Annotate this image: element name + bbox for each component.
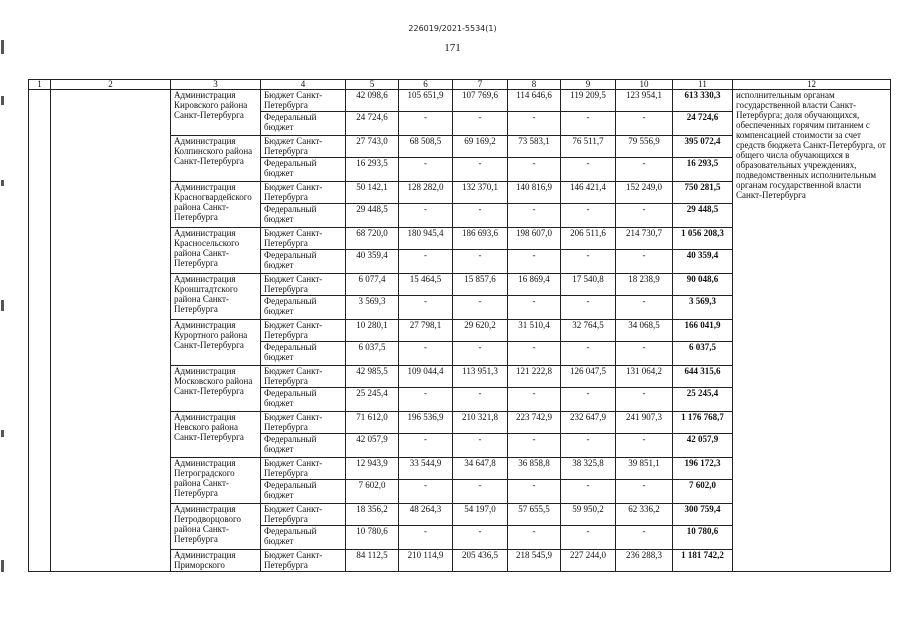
year-value: - bbox=[453, 342, 508, 366]
year-value: 27 743,0 bbox=[346, 136, 399, 158]
total-value: 613 330,3 bbox=[673, 90, 733, 112]
year-value: - bbox=[616, 250, 673, 274]
year-value: - bbox=[508, 388, 561, 412]
year-value: - bbox=[399, 112, 453, 136]
year-value: 241 907,3 bbox=[616, 412, 673, 434]
year-value: - bbox=[561, 342, 616, 366]
year-value: - bbox=[508, 296, 561, 320]
year-value: 227 244,0 bbox=[561, 550, 616, 572]
year-value: 152 249,0 bbox=[616, 182, 673, 204]
year-value: 18 356,2 bbox=[346, 504, 399, 526]
year-value: - bbox=[508, 480, 561, 504]
organization-name: Администрация Колпинского района Санкт-Петербурга bbox=[171, 136, 261, 182]
budget-table bbox=[28, 79, 891, 572]
year-value: - bbox=[508, 204, 561, 228]
funding-source: Бюджет Санкт-Петербурга bbox=[261, 412, 346, 434]
year-value: 10 280,1 bbox=[346, 320, 399, 342]
year-value: 6 037,5 bbox=[346, 342, 399, 366]
year-value: 16 293,5 bbox=[346, 158, 399, 182]
year-value: 3 569,3 bbox=[346, 296, 399, 320]
year-value: 69 169,2 bbox=[453, 136, 508, 158]
year-value: 205 436,5 bbox=[453, 550, 508, 572]
year-value: 76 511,7 bbox=[561, 136, 616, 158]
organization-name: Администрация Красносельского района Санкт-Петербурга bbox=[171, 228, 261, 274]
year-value: 232 647,9 bbox=[561, 412, 616, 434]
scan-edge-marks bbox=[0, 0, 6, 640]
total-value: 25 245,4 bbox=[673, 388, 733, 412]
year-value: - bbox=[453, 434, 508, 458]
year-value: 50 142,1 bbox=[346, 182, 399, 204]
year-value: 29 448,5 bbox=[346, 204, 399, 228]
year-value: 186 693,6 bbox=[453, 228, 508, 250]
year-value: 140 816,9 bbox=[508, 182, 561, 204]
total-value: 90 048,6 bbox=[673, 274, 733, 296]
year-value: - bbox=[561, 526, 616, 550]
year-value: 7 602,0 bbox=[346, 480, 399, 504]
year-value: 68 508,5 bbox=[399, 136, 453, 158]
total-value: 1 181 742,2 bbox=[673, 550, 733, 572]
year-value: - bbox=[561, 158, 616, 182]
organization-name: Администрация Петроградского района Санкт-Петербурга bbox=[171, 458, 261, 504]
column-number: 3 bbox=[171, 80, 261, 90]
year-value: 33 544,9 bbox=[399, 458, 453, 480]
year-value: - bbox=[399, 388, 453, 412]
year-value: 84 112,5 bbox=[346, 550, 399, 572]
year-value: - bbox=[616, 434, 673, 458]
funding-source: Федеральный бюджет bbox=[261, 296, 346, 320]
column-number: 7 bbox=[453, 80, 508, 90]
year-value: 31 510,4 bbox=[508, 320, 561, 342]
organization-name: Администрация Кировского района Санкт-Петербурга bbox=[171, 90, 261, 136]
year-value: - bbox=[616, 204, 673, 228]
total-value: 42 057,9 bbox=[673, 434, 733, 458]
year-value: - bbox=[561, 434, 616, 458]
year-value: - bbox=[561, 388, 616, 412]
year-value: 54 197,0 bbox=[453, 504, 508, 526]
funding-source: Бюджет Санкт-Петербурга bbox=[261, 90, 346, 112]
funding-source: Федеральный бюджет bbox=[261, 112, 346, 136]
organization-name: Администрация Невского района Санкт-Петербурга bbox=[171, 412, 261, 458]
document-id: 226019/2021-5534(1) bbox=[408, 24, 497, 33]
total-value: 750 281,5 bbox=[673, 182, 733, 204]
year-value: 73 583,1 bbox=[508, 136, 561, 158]
year-value: 131 064,2 bbox=[616, 366, 673, 388]
year-value: 42 098,6 bbox=[346, 90, 399, 112]
funding-source: Федеральный бюджет bbox=[261, 204, 346, 228]
year-value: - bbox=[453, 296, 508, 320]
year-value: 39 851,1 bbox=[616, 458, 673, 480]
year-value: 15 464,5 bbox=[399, 274, 453, 296]
table-row bbox=[29, 90, 891, 112]
year-value: - bbox=[561, 480, 616, 504]
year-value: - bbox=[616, 296, 673, 320]
column-number: 8 bbox=[508, 80, 561, 90]
year-value: 29 620,2 bbox=[453, 320, 508, 342]
year-value: 114 646,6 bbox=[508, 90, 561, 112]
column-number: 5 bbox=[346, 80, 399, 90]
column-number: 12 bbox=[733, 80, 891, 90]
funding-source: Федеральный бюджет bbox=[261, 480, 346, 504]
year-value: 119 209,5 bbox=[561, 90, 616, 112]
year-value: 107 769,6 bbox=[453, 90, 508, 112]
column-number: 4 bbox=[261, 80, 346, 90]
indicator-notes: исполнительным органам государственной власти Санкт-Петербурга; доля обучающихся, обеспеченных горячим питанием с компенсацией стоимости за счет средств бюджета Санкт-Петербурга, от общего числа обучающихся в образовательных учреждениях, подведомственных исполнительным органам государственной власти Санкт-Петербурга bbox=[733, 90, 891, 572]
column-number: 11 bbox=[673, 80, 733, 90]
year-value: 27 798,1 bbox=[399, 320, 453, 342]
year-value: - bbox=[616, 158, 673, 182]
year-value: - bbox=[616, 526, 673, 550]
column-number-row bbox=[29, 80, 891, 90]
total-value: 300 759,4 bbox=[673, 504, 733, 526]
organization-name: Администрация Курортного района Санкт-Петербурга bbox=[171, 320, 261, 366]
funding-source: Бюджет Санкт-Петербурга bbox=[261, 182, 346, 204]
year-value: 132 370,1 bbox=[453, 182, 508, 204]
year-value: - bbox=[453, 526, 508, 550]
year-value: - bbox=[453, 250, 508, 274]
year-value: - bbox=[399, 204, 453, 228]
organization-name: Администрация Красногвардейского района Санкт-Петербурга bbox=[171, 182, 261, 228]
year-value: 48 264,3 bbox=[399, 504, 453, 526]
year-value: 146 421,4 bbox=[561, 182, 616, 204]
year-value: 18 238,9 bbox=[616, 274, 673, 296]
year-value: - bbox=[508, 434, 561, 458]
year-value: - bbox=[399, 296, 453, 320]
funding-source: Федеральный бюджет bbox=[261, 388, 346, 412]
funding-source: Федеральный бюджет bbox=[261, 250, 346, 274]
year-value: - bbox=[399, 250, 453, 274]
year-value: 236 288,3 bbox=[616, 550, 673, 572]
year-value: 36 858,8 bbox=[508, 458, 561, 480]
funding-source: Федеральный бюджет bbox=[261, 434, 346, 458]
organization-name: Администрация Московского района Санкт-Петербурга bbox=[171, 366, 261, 412]
total-value: 29 448,5 bbox=[673, 204, 733, 228]
year-value: 59 950,2 bbox=[561, 504, 616, 526]
year-value: 6 077,4 bbox=[346, 274, 399, 296]
total-value: 644 315,6 bbox=[673, 366, 733, 388]
total-value: 1 056 208,3 bbox=[673, 228, 733, 250]
year-value: 121 222,8 bbox=[508, 366, 561, 388]
year-value: 38 325,8 bbox=[561, 458, 616, 480]
funding-source: Бюджет Санкт-Петербурга bbox=[261, 274, 346, 296]
year-value: 109 044,4 bbox=[399, 366, 453, 388]
total-value: 6 037,5 bbox=[673, 342, 733, 366]
year-value: 16 869,4 bbox=[508, 274, 561, 296]
year-value: - bbox=[616, 112, 673, 136]
total-value: 196 172,3 bbox=[673, 458, 733, 480]
year-value: 24 724,6 bbox=[346, 112, 399, 136]
year-value: - bbox=[399, 434, 453, 458]
year-value: 79 556,9 bbox=[616, 136, 673, 158]
funding-source: Бюджет Санкт-Петербурга bbox=[261, 504, 346, 526]
year-value: 57 655,5 bbox=[508, 504, 561, 526]
year-value: 68 720,0 bbox=[346, 228, 399, 250]
total-value: 24 724,6 bbox=[673, 112, 733, 136]
total-value: 166 041,9 bbox=[673, 320, 733, 342]
year-value: 71 612,0 bbox=[346, 412, 399, 434]
year-value: - bbox=[561, 112, 616, 136]
year-value: 214 730,7 bbox=[616, 228, 673, 250]
funding-source: Бюджет Санкт-Петербурга bbox=[261, 320, 346, 342]
funding-source: Федеральный бюджет bbox=[261, 342, 346, 366]
year-value: 210 321,8 bbox=[453, 412, 508, 434]
year-value: 206 511,6 bbox=[561, 228, 616, 250]
year-value: - bbox=[616, 342, 673, 366]
year-value: - bbox=[561, 296, 616, 320]
year-value: - bbox=[399, 342, 453, 366]
year-value: 42 057,9 bbox=[346, 434, 399, 458]
year-value: 223 742,9 bbox=[508, 412, 561, 434]
year-value: 105 651,9 bbox=[399, 90, 453, 112]
column-number: 10 bbox=[616, 80, 673, 90]
funding-source: Федеральный бюджет bbox=[261, 158, 346, 182]
year-value: - bbox=[561, 204, 616, 228]
year-value: 25 245,4 bbox=[346, 388, 399, 412]
year-value: - bbox=[508, 158, 561, 182]
year-value: 196 536,9 bbox=[399, 412, 453, 434]
column-number: 1 bbox=[29, 80, 51, 90]
column-number: 6 bbox=[399, 80, 453, 90]
organization-name: Администрация Приморского bbox=[171, 550, 261, 572]
year-value: 113 951,3 bbox=[453, 366, 508, 388]
total-value: 3 569,3 bbox=[673, 296, 733, 320]
year-value: - bbox=[399, 526, 453, 550]
table-body bbox=[29, 80, 891, 572]
year-value: 180 945,4 bbox=[399, 228, 453, 250]
year-value: 40 359,4 bbox=[346, 250, 399, 274]
year-value: 210 114,9 bbox=[399, 550, 453, 572]
year-value: 34 068,5 bbox=[616, 320, 673, 342]
funding-source: Бюджет Санкт-Петербурга bbox=[261, 228, 346, 250]
year-value: 17 540,8 bbox=[561, 274, 616, 296]
empty-cell bbox=[29, 90, 51, 572]
year-value: 32 764,5 bbox=[561, 320, 616, 342]
year-value: 128 282,0 bbox=[399, 182, 453, 204]
total-value: 10 780,6 bbox=[673, 526, 733, 550]
year-value: - bbox=[508, 250, 561, 274]
year-value: 34 647,8 bbox=[453, 458, 508, 480]
year-value: - bbox=[453, 480, 508, 504]
total-value: 395 072,4 bbox=[673, 136, 733, 158]
organization-name: Администрация Кронштадтского района Санкт-Петербурга bbox=[171, 274, 261, 320]
year-value: - bbox=[508, 342, 561, 366]
column-number: 9 bbox=[561, 80, 616, 90]
empty-cell bbox=[51, 90, 171, 572]
year-value: 10 780,6 bbox=[346, 526, 399, 550]
year-value: - bbox=[453, 112, 508, 136]
year-value: - bbox=[508, 112, 561, 136]
funding-source: Бюджет Санкт-Петербурга bbox=[261, 458, 346, 480]
year-value: - bbox=[508, 526, 561, 550]
organization-name: Администрация Петродворцового района Санкт-Петербурга bbox=[171, 504, 261, 550]
funding-source: Бюджет Санкт-Петербурга bbox=[261, 366, 346, 388]
year-value: - bbox=[453, 204, 508, 228]
funding-source: Бюджет Санкт-Петербурга bbox=[261, 136, 346, 158]
funding-source: Бюджет Санкт-Петербурга bbox=[261, 550, 346, 572]
year-value: - bbox=[453, 388, 508, 412]
year-value: - bbox=[616, 480, 673, 504]
total-value: 7 602,0 bbox=[673, 480, 733, 504]
total-value: 1 176 768,7 bbox=[673, 412, 733, 434]
total-value: 16 293,5 bbox=[673, 158, 733, 182]
year-value: - bbox=[399, 480, 453, 504]
year-value: 42 985,5 bbox=[346, 366, 399, 388]
year-value: 12 943,9 bbox=[346, 458, 399, 480]
year-value: 218 545,9 bbox=[508, 550, 561, 572]
funding-source: Федеральный бюджет bbox=[261, 526, 346, 550]
year-value: - bbox=[616, 388, 673, 412]
year-value: 126 047,5 bbox=[561, 366, 616, 388]
year-value: 62 336,2 bbox=[616, 504, 673, 526]
year-value: 15 857,6 bbox=[453, 274, 508, 296]
total-value: 40 359,4 bbox=[673, 250, 733, 274]
page-number: 171 bbox=[444, 42, 461, 54]
year-value: - bbox=[399, 158, 453, 182]
year-value: - bbox=[453, 158, 508, 182]
year-value: 123 954,1 bbox=[616, 90, 673, 112]
year-value: - bbox=[561, 250, 616, 274]
column-number: 2 bbox=[51, 80, 171, 90]
year-value: 198 607,0 bbox=[508, 228, 561, 250]
